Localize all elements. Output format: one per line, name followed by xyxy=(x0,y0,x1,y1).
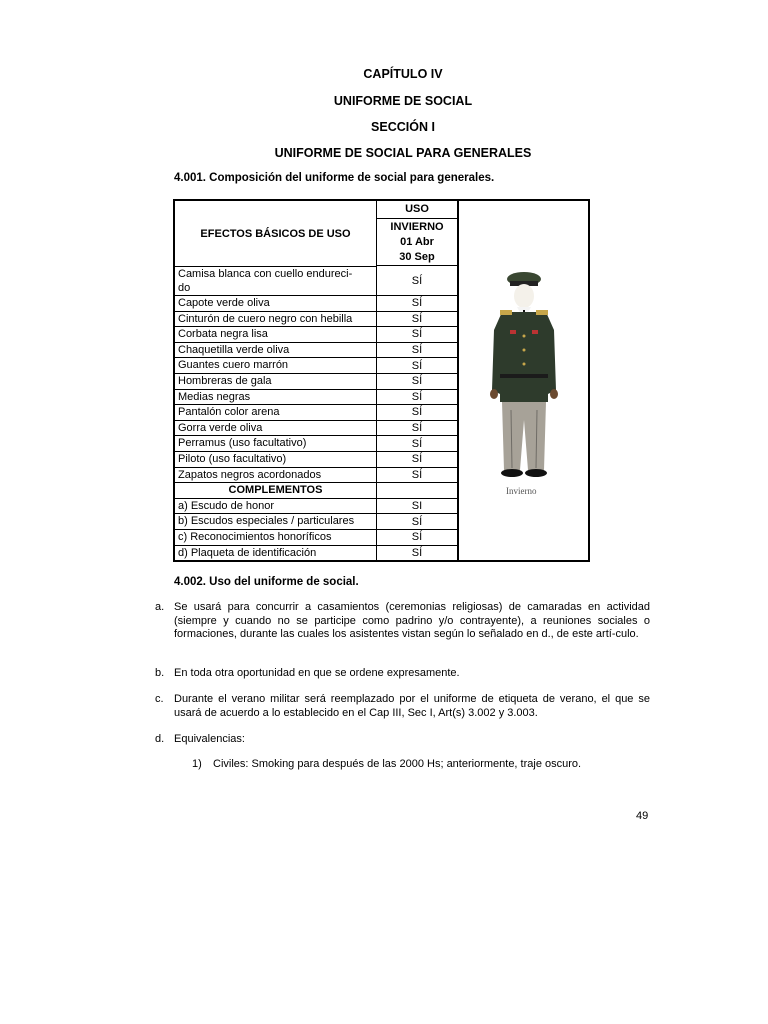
table-row xyxy=(175,343,376,359)
table-row xyxy=(175,530,376,546)
table-cell-item: Piloto (uso facultativo) xyxy=(178,453,287,465)
table-cell-item: a) Escudo de honor xyxy=(178,499,275,512)
table-cell-item: Camisa blanca con cuello endureci- xyxy=(178,268,353,280)
section-title-heading: UNIFORME DE SOCIAL PARA GENERALES xyxy=(274,146,532,160)
season-line-2: 01 Abr xyxy=(400,236,434,248)
section-heading: SECCIÓN I xyxy=(371,120,435,134)
table-row xyxy=(175,296,376,312)
table-cell-item: Capote verde oliva xyxy=(178,297,270,309)
table-cell-uso: SÍ xyxy=(377,327,457,343)
sub-item-marker: 1) xyxy=(192,758,202,770)
table-cell-uso: SÍ xyxy=(377,267,457,296)
table-cell-item: Medias negras xyxy=(178,390,251,403)
para-b-marker: b. xyxy=(155,667,165,679)
table-cell-item: Pantalón color arena xyxy=(178,406,280,419)
table-row xyxy=(175,421,376,437)
para-d: Equivalencias: xyxy=(174,733,245,745)
subtitle-4001: 4.001. Composición del uniforme de social para generales. xyxy=(174,172,495,184)
para-c-marker: c. xyxy=(155,693,164,705)
uso-column xyxy=(377,201,459,560)
table-cell-item: Zapatos negros acordonados xyxy=(178,468,322,481)
table-cell-item: d) Plaqueta de identificación xyxy=(178,546,317,559)
table-row xyxy=(175,483,376,499)
para-b: En toda otra oportunidad en que se ordene expresamente. xyxy=(174,667,460,679)
table-cell-uso xyxy=(377,483,457,499)
table-cell-uso: SÍ xyxy=(377,312,457,328)
uso-header: USO xyxy=(377,201,457,219)
subtitle-4002: 4.002. Uso del uniforme de social. xyxy=(174,576,359,588)
sub-item-text: Civiles: Smoking para después de las 2000 Hs; anteriormente, traje oscuro. xyxy=(213,758,582,770)
table-cell-item: COMPLEMENTOS xyxy=(228,484,323,497)
table-cell-uso: SÍ xyxy=(377,468,457,484)
table-cell-uso: SÍ xyxy=(377,436,457,452)
image-caption: Invierno xyxy=(506,486,537,496)
table-cell-uso: SI xyxy=(377,499,457,515)
season-line-3: 30 Sep xyxy=(399,251,435,263)
para-a-marker: a. xyxy=(155,601,165,613)
uniform-illustration xyxy=(490,270,570,496)
table-row xyxy=(175,390,376,406)
table-cell-uso: SÍ xyxy=(377,421,457,437)
para-a: Se usará para concurrir a casamientos (ceremonias religiosas) de camaradas en actividad (siempre y cuando no se participe como padrino y/o contrayente), a reuniones sociales o formaciones, durante las cuales los asistentes vistan según lo señalado en d., de este artí-culo. xyxy=(174,601,650,640)
para-d-marker: d. xyxy=(155,733,165,745)
table-cell-uso: SÍ xyxy=(411,547,423,560)
table-cell-uso: SÍ xyxy=(377,374,457,390)
table-row xyxy=(175,436,376,452)
para-c: Durante el verano militar será reemplazado por el uniforme de etiqueta de verano, el que se usará de acuerdo a lo establecido en el Cap III, Sec I, Art(s) 3.002 y 3.003. xyxy=(174,693,650,719)
table-row xyxy=(175,358,376,374)
table-cell-item: Gorra verde oliva xyxy=(178,421,263,434)
table-cell-item-cont: do xyxy=(178,282,191,294)
table-row xyxy=(175,405,376,421)
table-cell-item: Corbata negra lisa xyxy=(178,328,268,341)
table-row xyxy=(175,327,376,343)
table-cell-uso: SÍ xyxy=(377,405,457,421)
table-row xyxy=(175,468,376,484)
table-cell-uso: SÍ xyxy=(377,358,457,374)
table-cell-item: Chaquetilla verde oliva xyxy=(178,343,290,356)
table-cell-item: b) Escudos especiales / particulares xyxy=(178,515,355,528)
title-heading: UNIFORME DE SOCIAL xyxy=(333,94,473,108)
table-cell-uso: SÍ xyxy=(377,452,457,468)
season-line-1: INVIERNO xyxy=(390,221,444,233)
chapter-heading: CAPÍTULO IV xyxy=(363,67,443,81)
effects-column xyxy=(175,201,377,560)
table-cell-item: Hombreras de gala xyxy=(178,375,272,387)
table-row xyxy=(175,312,376,328)
table-cell-uso: SÍ xyxy=(377,514,457,530)
table-row xyxy=(175,514,376,530)
page-number: 49 xyxy=(636,810,649,822)
table-cell-item: c) Reconocimientos honoríficos xyxy=(178,531,332,543)
table-cell-item: Perramus (uso facultativo) xyxy=(178,437,307,450)
table-cell-item: Guantes cuero marrón xyxy=(178,359,289,372)
season-header xyxy=(377,219,457,266)
table-row xyxy=(175,499,376,515)
table-cell-uso: SÍ xyxy=(377,343,457,359)
table-cell-uso: SÍ xyxy=(377,530,457,546)
table-row xyxy=(175,267,376,296)
table-row xyxy=(175,546,376,562)
table-row xyxy=(175,452,376,468)
table-row xyxy=(175,374,376,390)
effects-header: EFECTOS BÁSICOS DE USO xyxy=(175,201,376,267)
table-cell-item: Cinturón de cuero negro con hebilla xyxy=(178,312,353,325)
table-cell-uso: SÍ xyxy=(377,390,457,406)
table-cell-uso: SÍ xyxy=(377,296,457,312)
